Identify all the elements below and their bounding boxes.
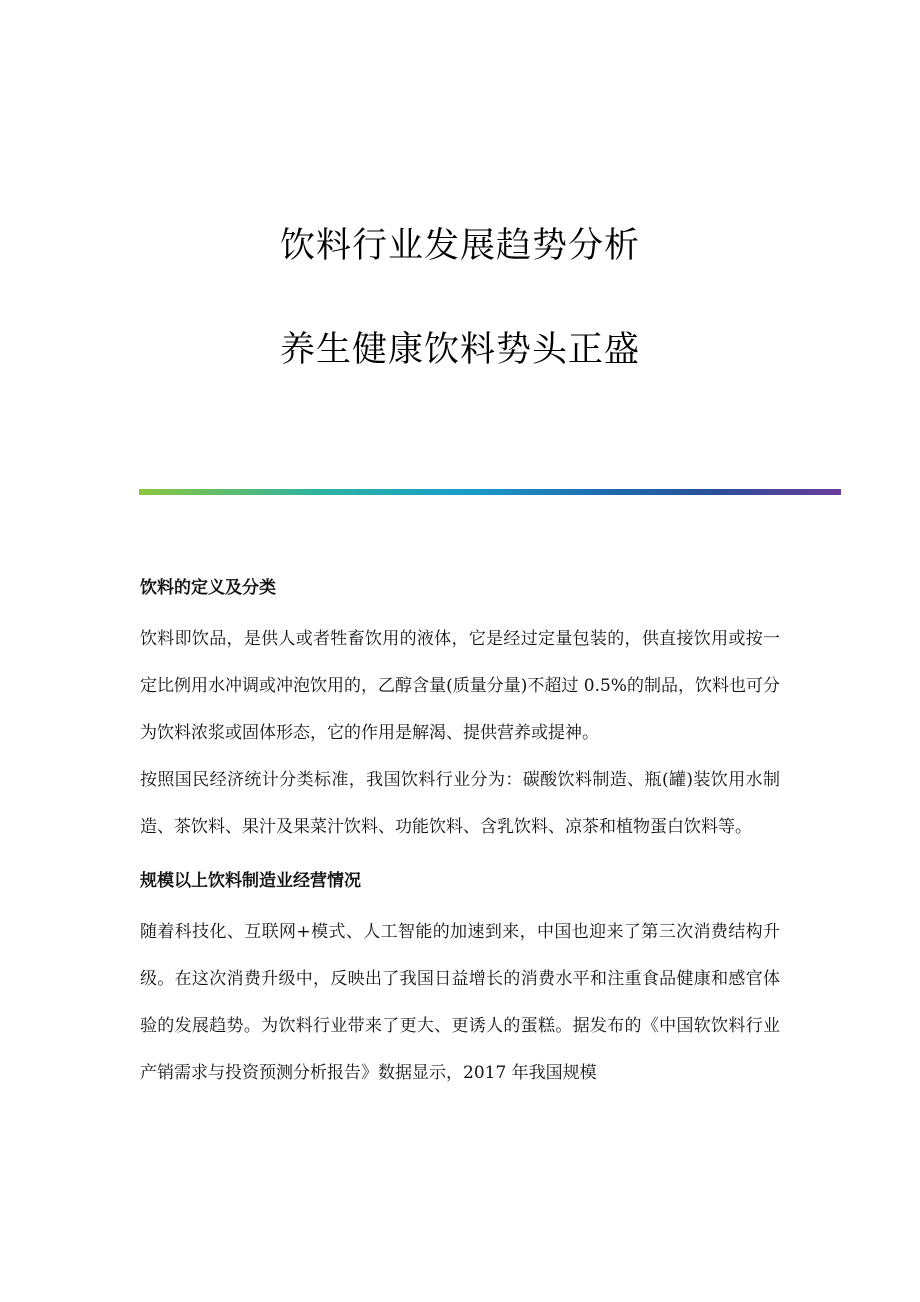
gradient-divider [139, 489, 841, 495]
document-title: 饮料行业发展趋势分析 [279, 226, 640, 266]
section-heading-definition: 饮料的定义及分类 [140, 578, 276, 598]
document-body [140, 570, 780, 1097]
section-heading-operations: 规模以上饮料制造业经营情况 [140, 871, 361, 891]
paragraph-classification: 按照国民经济统计分类标准，我国饮料行业分为：碳酸饮料制造、瓶(罐)装饮用水制造、茶饮料、果汁及果菜汁饮料、功能饮料、含乳饮料、凉茶和植物蛋白饮料等。 [140, 770, 780, 837]
document-subtitle: 养生健康饮料势头正盛 [279, 330, 640, 370]
paragraph-operations: 随着科技化、互联网+模式、人工智能的加速到来，中国也迎来了第三次消费结构升级。在这次消费升级中，反映出了我国日益增长的消费水平和注重食品健康和感官体验的发展趋势。为饮料行业带来了更大、更诱人的蛋糕。据发布的《中国软饮料行业产销需求与投资预测分析报告》数据显示，2017 年我国规模 [140, 922, 780, 1083]
paragraph-definition: 饮料即饮品，是供人或者牲畜饮用的液体，它是经过定量包装的，供直接饮用或按一定比例用水冲调或冲泡饮用的，乙醇含量(质量分量)不超过 0.5%的制品，饮料也可分为饮料浓浆或固体形态，它的作用是解渴、提供营养或提神。 [140, 629, 780, 743]
